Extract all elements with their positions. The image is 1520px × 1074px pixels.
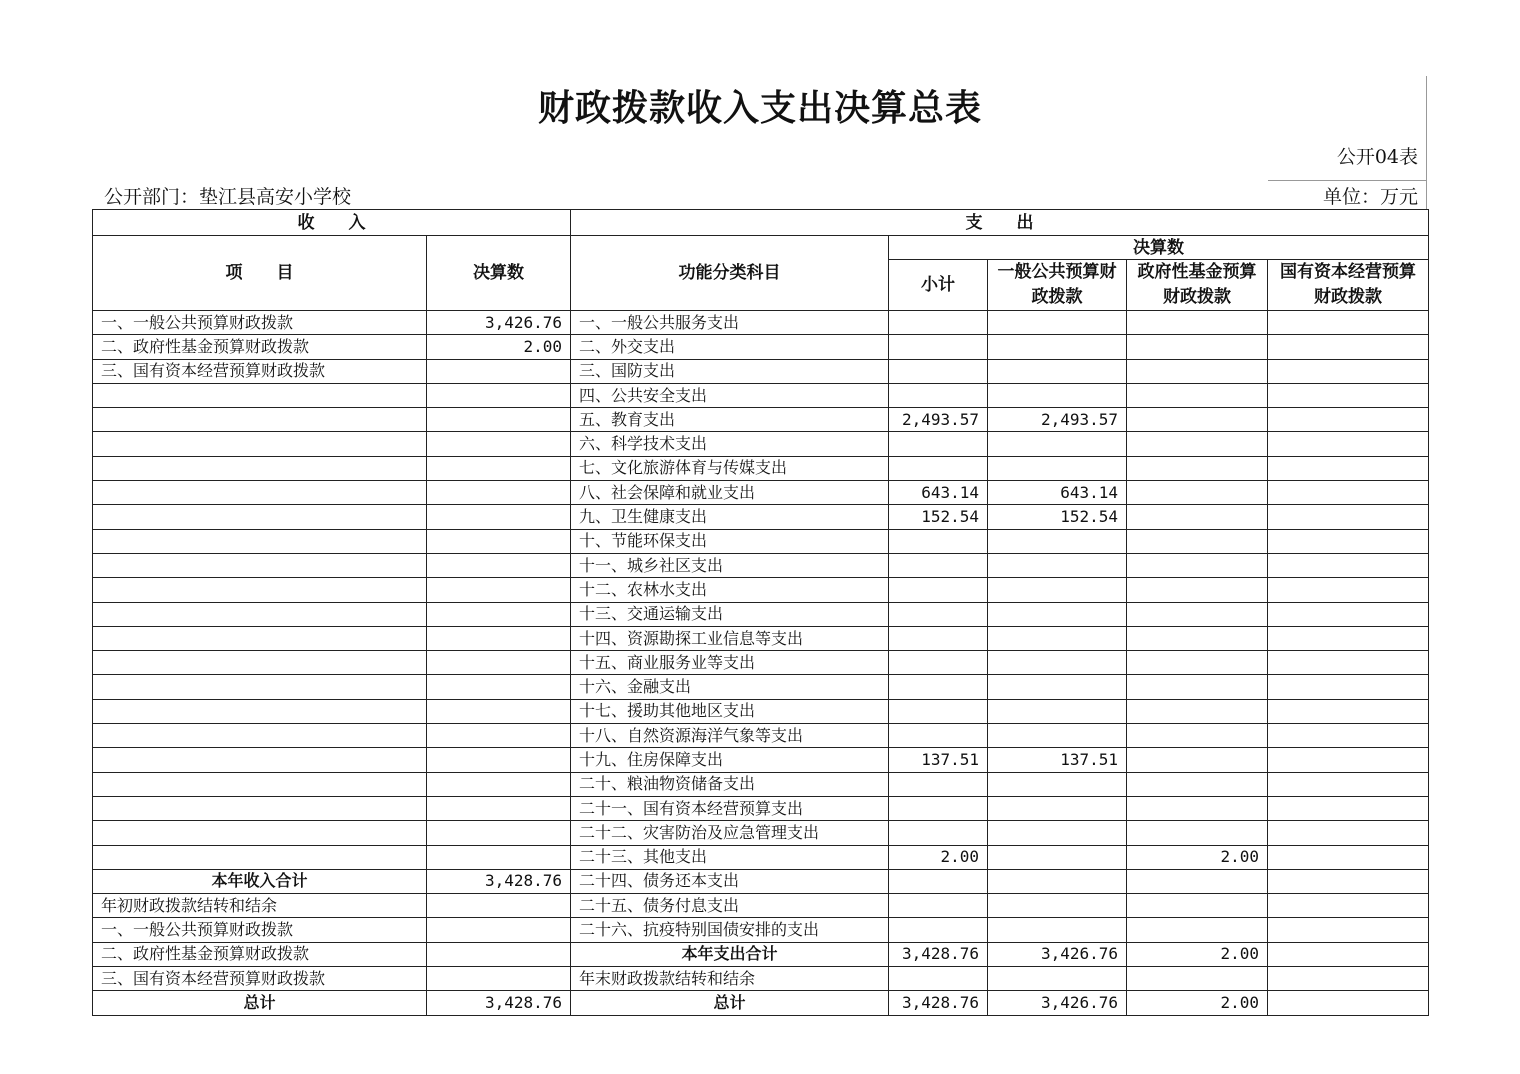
amount-header: 决算数 bbox=[427, 236, 571, 311]
general-budget-cell bbox=[988, 456, 1127, 480]
income-amount-cell bbox=[427, 602, 571, 626]
subtotal-cell bbox=[889, 651, 988, 675]
income-item-cell bbox=[93, 481, 427, 505]
subtotal-cell: 2.00 bbox=[889, 845, 988, 869]
fund-budget-cell bbox=[1127, 796, 1268, 820]
header-row-1 bbox=[93, 210, 1429, 236]
general-budget-cell bbox=[988, 602, 1127, 626]
subtotal-cell bbox=[889, 869, 988, 893]
income-item-cell: 三、国有资本经营预算财政拨款 bbox=[93, 359, 427, 383]
general-budget-cell bbox=[988, 675, 1127, 699]
expense-item-cell: 二十六、抗疫特别国债安排的支出 bbox=[571, 918, 889, 942]
general-budget-cell bbox=[988, 967, 1127, 991]
table-row bbox=[93, 869, 1429, 893]
subtotal-cell: 3,428.76 bbox=[889, 942, 988, 966]
fund-budget-cell bbox=[1127, 626, 1268, 650]
table-row bbox=[93, 675, 1429, 699]
income-amount-cell bbox=[427, 918, 571, 942]
state-capital-cell bbox=[1268, 967, 1429, 991]
income-item-cell: 三、国有资本经营预算财政拨款 bbox=[93, 967, 427, 991]
state-capital-cell bbox=[1268, 796, 1429, 820]
fund-budget-cell bbox=[1127, 529, 1268, 553]
income-header: 收 入 bbox=[93, 210, 571, 236]
income-amount-cell bbox=[427, 651, 571, 675]
general-budget-cell: 152.54 bbox=[988, 505, 1127, 529]
income-item-cell bbox=[93, 675, 427, 699]
unit-label: 单位：万元 bbox=[1322, 186, 1418, 208]
table-row bbox=[93, 748, 1429, 772]
general-budget-cell bbox=[988, 894, 1127, 918]
table-row bbox=[93, 529, 1429, 553]
subtotal-cell bbox=[889, 602, 988, 626]
fund-budget-cell bbox=[1127, 432, 1268, 456]
table-row bbox=[93, 894, 1429, 918]
expense-item-cell: 十七、援助其他地区支出 bbox=[571, 699, 889, 723]
budget-table bbox=[92, 209, 1429, 1016]
general-budget-cell bbox=[988, 578, 1127, 602]
table-row bbox=[93, 335, 1429, 359]
fund-budget-header: 政府性基金预算财政拨款 bbox=[1127, 260, 1268, 311]
subtotal-cell bbox=[889, 675, 988, 699]
income-item-cell bbox=[93, 772, 427, 796]
expense-item-cell: 十三、交通运输支出 bbox=[571, 602, 889, 626]
general-budget-cell bbox=[988, 335, 1127, 359]
fund-budget-cell bbox=[1127, 578, 1268, 602]
state-capital-cell bbox=[1268, 529, 1429, 553]
general-budget-cell: 3,426.76 bbox=[988, 942, 1127, 966]
state-capital-cell bbox=[1268, 724, 1429, 748]
expense-item-cell: 八、社会保障和就业支出 bbox=[571, 481, 889, 505]
general-budget-cell bbox=[988, 359, 1127, 383]
state-capital-cell bbox=[1268, 311, 1429, 335]
income-item-cell: 一、一般公共预算财政拨款 bbox=[93, 311, 427, 335]
expense-item-cell: 二十五、债务付息支出 bbox=[571, 894, 889, 918]
subtotal-cell bbox=[889, 383, 988, 407]
state-capital-cell bbox=[1268, 335, 1429, 359]
subtotal-cell bbox=[889, 432, 988, 456]
subtotal-header: 小计 bbox=[889, 260, 988, 311]
income-amount-cell: 3,428.76 bbox=[427, 869, 571, 893]
expense-item-cell: 四、公共安全支出 bbox=[571, 383, 889, 407]
fund-budget-cell bbox=[1127, 918, 1268, 942]
fund-budget-cell bbox=[1127, 383, 1268, 407]
state-capital-cell bbox=[1268, 578, 1429, 602]
expense-item-cell: 三、国防支出 bbox=[571, 359, 889, 383]
general-budget-cell bbox=[988, 918, 1127, 942]
subtotal-cell bbox=[889, 311, 988, 335]
subtotal-cell: 643.14 bbox=[889, 481, 988, 505]
general-budget-cell: 137.51 bbox=[988, 748, 1127, 772]
general-budget-cell: 3,426.76 bbox=[988, 991, 1127, 1015]
table-row bbox=[93, 553, 1429, 577]
fund-budget-cell bbox=[1127, 675, 1268, 699]
income-item-cell bbox=[93, 626, 427, 650]
expense-item-cell: 二十、粮油物资储备支出 bbox=[571, 772, 889, 796]
fund-budget-cell bbox=[1127, 772, 1268, 796]
income-item-cell bbox=[93, 578, 427, 602]
state-capital-cell bbox=[1268, 675, 1429, 699]
income-item-cell bbox=[93, 699, 427, 723]
amount-group-header: 决算数 bbox=[889, 236, 1429, 260]
expense-item-cell: 六、科学技术支出 bbox=[571, 432, 889, 456]
income-amount-cell bbox=[427, 481, 571, 505]
income-item-cell bbox=[93, 724, 427, 748]
income-amount-cell bbox=[427, 699, 571, 723]
general-budget-cell bbox=[988, 821, 1127, 845]
income-amount-cell bbox=[427, 967, 571, 991]
table-row bbox=[93, 481, 1429, 505]
general-budget-cell bbox=[988, 553, 1127, 577]
subtotal-cell: 137.51 bbox=[889, 748, 988, 772]
state-capital-cell bbox=[1268, 651, 1429, 675]
general-budget-cell bbox=[988, 772, 1127, 796]
expense-item-cell: 总计 bbox=[571, 991, 889, 1015]
fund-budget-cell bbox=[1127, 869, 1268, 893]
expense-item-cell: 七、文化旅游体育与传媒支出 bbox=[571, 456, 889, 480]
table-row bbox=[93, 942, 1429, 966]
state-capital-cell bbox=[1268, 383, 1429, 407]
item-header: 项 目 bbox=[93, 236, 427, 311]
income-amount-cell bbox=[427, 772, 571, 796]
page-title: 财政拨款收入支出决算总表 bbox=[537, 88, 982, 129]
income-amount-cell bbox=[427, 553, 571, 577]
income-amount-cell bbox=[427, 529, 571, 553]
fund-budget-cell bbox=[1127, 311, 1268, 335]
table-code: 公开04表 bbox=[1336, 146, 1418, 168]
table-row bbox=[93, 408, 1429, 432]
general-budget-cell: 2,493.57 bbox=[988, 408, 1127, 432]
expense-item-cell: 十四、资源勘探工业信息等支出 bbox=[571, 626, 889, 650]
expense-item-cell: 本年支出合计 bbox=[571, 942, 889, 966]
income-item-cell: 总计 bbox=[93, 991, 427, 1015]
state-capital-cell bbox=[1268, 699, 1429, 723]
income-amount-cell: 3,428.76 bbox=[427, 991, 571, 1015]
general-budget-header: 一般公共预算财政拨款 bbox=[988, 260, 1127, 311]
fund-budget-cell bbox=[1127, 651, 1268, 675]
table-row bbox=[93, 724, 1429, 748]
income-item-cell bbox=[93, 529, 427, 553]
general-budget-cell bbox=[988, 699, 1127, 723]
state-capital-cell bbox=[1268, 456, 1429, 480]
general-budget-cell bbox=[988, 869, 1127, 893]
table-row bbox=[93, 602, 1429, 626]
fund-budget-cell bbox=[1127, 553, 1268, 577]
subtotal-cell bbox=[889, 578, 988, 602]
general-budget-cell: 643.14 bbox=[988, 481, 1127, 505]
income-amount-cell bbox=[427, 796, 571, 820]
fund-budget-cell bbox=[1127, 359, 1268, 383]
expense-item-cell: 五、教育支出 bbox=[571, 408, 889, 432]
income-amount-cell bbox=[427, 626, 571, 650]
table-row bbox=[93, 796, 1429, 820]
expense-item-cell: 二十一、国有资本经营预算支出 bbox=[571, 796, 889, 820]
subtotal-cell bbox=[889, 918, 988, 942]
fund-budget-cell bbox=[1127, 481, 1268, 505]
table-row bbox=[93, 311, 1429, 335]
income-item-cell: 一、一般公共预算财政拨款 bbox=[93, 918, 427, 942]
table-row bbox=[93, 626, 1429, 650]
state-capital-cell bbox=[1268, 408, 1429, 432]
income-item-cell bbox=[93, 845, 427, 869]
general-budget-cell bbox=[988, 383, 1127, 407]
subtotal-cell bbox=[889, 456, 988, 480]
subtotal-cell bbox=[889, 699, 988, 723]
subtotal-cell bbox=[889, 821, 988, 845]
income-amount-cell bbox=[427, 359, 571, 383]
income-item-cell bbox=[93, 651, 427, 675]
subtotal-cell bbox=[889, 529, 988, 553]
function-header: 功能分类科目 bbox=[571, 236, 889, 311]
department-label: 公开部门：垫江县高安小学校 bbox=[104, 186, 352, 208]
expense-item-cell: 十一、城乡社区支出 bbox=[571, 553, 889, 577]
table-row bbox=[93, 772, 1429, 796]
state-capital-cell bbox=[1268, 748, 1429, 772]
fund-budget-cell bbox=[1127, 456, 1268, 480]
table-row bbox=[93, 359, 1429, 383]
state-capital-cell bbox=[1268, 505, 1429, 529]
fund-budget-cell: 2.00 bbox=[1127, 942, 1268, 966]
state-capital-cell bbox=[1268, 481, 1429, 505]
state-capital-cell bbox=[1268, 845, 1429, 869]
income-amount-cell bbox=[427, 821, 571, 845]
state-capital-cell bbox=[1268, 894, 1429, 918]
expense-item-cell: 一、一般公共服务支出 bbox=[571, 311, 889, 335]
income-amount-cell bbox=[427, 748, 571, 772]
unit-divider bbox=[1268, 180, 1427, 181]
state-capital-cell bbox=[1268, 602, 1429, 626]
income-amount-cell bbox=[427, 942, 571, 966]
income-item-cell bbox=[93, 748, 427, 772]
income-item-cell: 二、政府性基金预算财政拨款 bbox=[93, 942, 427, 966]
general-budget-cell bbox=[988, 724, 1127, 748]
subtotal-cell bbox=[889, 553, 988, 577]
subtotal-cell bbox=[889, 796, 988, 820]
income-item-cell bbox=[93, 456, 427, 480]
fund-budget-cell bbox=[1127, 894, 1268, 918]
expense-item-cell: 十八、自然资源海洋气象等支出 bbox=[571, 724, 889, 748]
income-item-cell: 二、政府性基金预算财政拨款 bbox=[93, 335, 427, 359]
income-item-cell bbox=[93, 432, 427, 456]
income-amount-cell bbox=[427, 578, 571, 602]
table-row bbox=[93, 432, 1429, 456]
expense-header: 支 出 bbox=[571, 210, 1429, 236]
fund-budget-cell bbox=[1127, 821, 1268, 845]
state-capital-cell bbox=[1268, 918, 1429, 942]
income-item-cell bbox=[93, 602, 427, 626]
income-item-cell: 年初财政拨款结转和结余 bbox=[93, 894, 427, 918]
income-amount-cell bbox=[427, 675, 571, 699]
general-budget-cell bbox=[988, 529, 1127, 553]
income-item-cell bbox=[93, 821, 427, 845]
table-row bbox=[93, 991, 1429, 1015]
table-row bbox=[93, 651, 1429, 675]
fund-budget-cell: 2.00 bbox=[1127, 991, 1268, 1015]
income-item-cell bbox=[93, 796, 427, 820]
table-row bbox=[93, 821, 1429, 845]
fund-budget-cell bbox=[1127, 408, 1268, 432]
table-row bbox=[93, 578, 1429, 602]
table-row bbox=[93, 918, 1429, 942]
fund-budget-cell bbox=[1127, 335, 1268, 359]
subtotal-cell: 3,428.76 bbox=[889, 991, 988, 1015]
income-item-cell bbox=[93, 505, 427, 529]
fund-budget-cell bbox=[1127, 505, 1268, 529]
expense-item-cell: 二、外交支出 bbox=[571, 335, 889, 359]
state-capital-cell bbox=[1268, 942, 1429, 966]
income-amount-cell: 3,426.76 bbox=[427, 311, 571, 335]
table-row bbox=[93, 699, 1429, 723]
state-capital-cell bbox=[1268, 553, 1429, 577]
expense-item-cell: 十、节能环保支出 bbox=[571, 529, 889, 553]
income-amount-cell bbox=[427, 894, 571, 918]
table-row bbox=[93, 456, 1429, 480]
fund-budget-cell bbox=[1127, 967, 1268, 991]
subtotal-cell: 2,493.57 bbox=[889, 408, 988, 432]
state-capital-cell bbox=[1268, 359, 1429, 383]
fund-budget-cell bbox=[1127, 724, 1268, 748]
header-row-2 bbox=[93, 236, 1429, 260]
income-amount-cell bbox=[427, 456, 571, 480]
state-capital-cell bbox=[1268, 821, 1429, 845]
expense-item-cell: 二十三、其他支出 bbox=[571, 845, 889, 869]
state-capital-cell bbox=[1268, 991, 1429, 1015]
state-capital-cell bbox=[1268, 772, 1429, 796]
general-budget-cell bbox=[988, 311, 1127, 335]
expense-item-cell: 十五、商业服务业等支出 bbox=[571, 651, 889, 675]
expense-item-cell: 十二、农林水支出 bbox=[571, 578, 889, 602]
subtotal-cell bbox=[889, 967, 988, 991]
state-capital-cell bbox=[1268, 432, 1429, 456]
income-amount-cell bbox=[427, 505, 571, 529]
general-budget-cell bbox=[988, 626, 1127, 650]
subtotal-cell bbox=[889, 626, 988, 650]
expense-item-cell: 二十四、债务还本支出 bbox=[571, 869, 889, 893]
subtotal-cell: 152.54 bbox=[889, 505, 988, 529]
table-row bbox=[93, 967, 1429, 991]
income-item-cell bbox=[93, 553, 427, 577]
table-row bbox=[93, 845, 1429, 869]
state-capital-header: 国有资本经营预算财政拨款 bbox=[1268, 260, 1429, 311]
fund-budget-cell bbox=[1127, 748, 1268, 772]
income-amount-cell bbox=[427, 432, 571, 456]
income-item-cell: 本年收入合计 bbox=[93, 869, 427, 893]
general-budget-cell bbox=[988, 651, 1127, 675]
expense-item-cell: 十九、住房保障支出 bbox=[571, 748, 889, 772]
income-amount-cell bbox=[427, 845, 571, 869]
expense-item-cell: 九、卫生健康支出 bbox=[571, 505, 889, 529]
expense-item-cell: 年末财政拨款结转和结余 bbox=[571, 967, 889, 991]
income-item-cell bbox=[93, 408, 427, 432]
subtotal-cell bbox=[889, 894, 988, 918]
table-row bbox=[93, 505, 1429, 529]
expense-item-cell: 十六、金融支出 bbox=[571, 675, 889, 699]
general-budget-cell bbox=[988, 796, 1127, 820]
subtotal-cell bbox=[889, 772, 988, 796]
subtotal-cell bbox=[889, 335, 988, 359]
fund-budget-cell bbox=[1127, 602, 1268, 626]
income-amount-cell bbox=[427, 724, 571, 748]
general-budget-cell bbox=[988, 845, 1127, 869]
expense-item-cell: 二十二、灾害防治及应急管理支出 bbox=[571, 821, 889, 845]
state-capital-cell bbox=[1268, 869, 1429, 893]
fund-budget-cell bbox=[1127, 699, 1268, 723]
income-amount-cell: 2.00 bbox=[427, 335, 571, 359]
general-budget-cell bbox=[988, 432, 1127, 456]
income-item-cell bbox=[93, 383, 427, 407]
income-amount-cell bbox=[427, 383, 571, 407]
subtotal-cell bbox=[889, 359, 988, 383]
fund-budget-cell: 2.00 bbox=[1127, 845, 1268, 869]
income-amount-cell bbox=[427, 408, 571, 432]
table-row bbox=[93, 383, 1429, 407]
state-capital-cell bbox=[1268, 626, 1429, 650]
subtotal-cell bbox=[889, 724, 988, 748]
